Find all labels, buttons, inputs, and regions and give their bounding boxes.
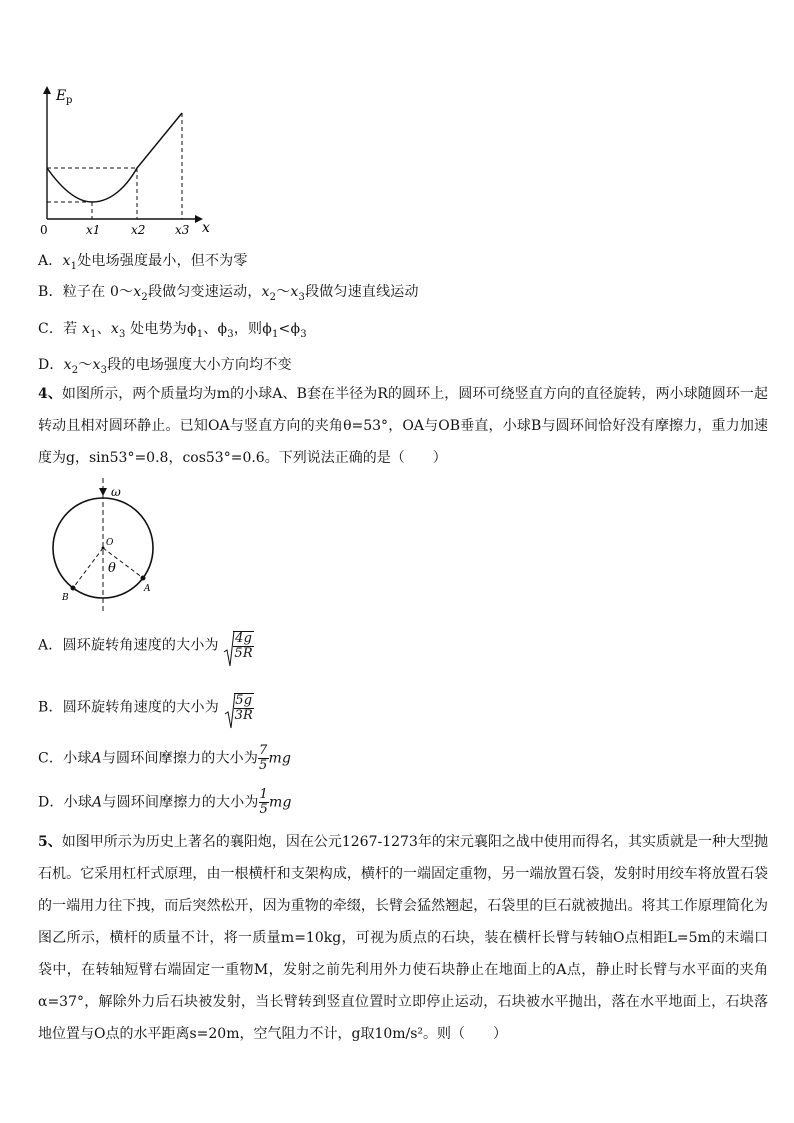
q3-option-c[interactable]: C．若 $x_1$、$x_3$ 处电势为$\phi_1$、$\phi_3$，则$\phi_1<\phi_3$ bbox=[38, 321, 307, 340]
q4-option-c[interactable]: C．小球A与圆环间摩擦力的大小为 $\frac{7}{5}$ mg bbox=[38, 743, 292, 773]
o-label: O bbox=[106, 538, 114, 548]
ep-graph bbox=[34, 82, 214, 237]
tick-x1: x1 bbox=[86, 223, 101, 237]
ball-b bbox=[71, 586, 76, 591]
y-axis-sub: p bbox=[66, 95, 73, 106]
omega-label: ω bbox=[111, 485, 121, 499]
q3-option-a[interactable]: A．$x_1$处电场强度最小，但不为零 bbox=[38, 253, 248, 272]
q4-option-b[interactable]: B．圆环旋转角速度的大小为 $\frac{5g}{3R}$ bbox=[38, 692, 254, 723]
q4-stem: 4、如图所示，两个质量均为m的小球A、B套在半径为R的圆环上，圆环可绕竖直方向的直径旋转，两小球随圆环一起转动且相对圆环静止。已知OA与竖直方向的夹角θ=53°，OA与OB垂直，小球B与圆环间恰好没有摩擦力，重力加速度为g，sin53°=0.8，cos53°=0.6。下列说法正确的是（ ） bbox=[38, 386, 768, 466]
q3-option-b[interactable]: B．粒子在 $0\sim x_2$段做匀变速运动，$x_2\sim x_3$段做匀速直线运动 bbox=[38, 284, 419, 303]
ob-line bbox=[73, 548, 103, 588]
y-axis-label: E bbox=[56, 88, 67, 104]
ball-a bbox=[141, 576, 146, 581]
b-label: B bbox=[62, 593, 69, 603]
ep-curve bbox=[47, 113, 182, 202]
origin-label: 0 bbox=[40, 223, 48, 237]
x-axis-label: x bbox=[202, 220, 210, 236]
tick-x3: x3 bbox=[175, 223, 190, 237]
center-o bbox=[102, 547, 105, 550]
a-label: A bbox=[144, 584, 151, 594]
ring-figure bbox=[48, 478, 163, 613]
axis-arrow bbox=[99, 488, 107, 496]
tick-x2: x2 bbox=[131, 223, 146, 237]
theta-label: θ bbox=[108, 561, 116, 576]
q4-option-a[interactable]: A．圆环旋转角速度的大小为 $\frac{4g}{5R}$ bbox=[38, 630, 254, 661]
q5-stem: 5、如图甲所示为历史上著名的襄阳炮，因在公元1267-1273年的宋元襄阳之战中使用而得名，其实质就是一种大型抛石机。它采用杠杆式原理，由一根横杆和支架构成，横杆的一端固定重物，另一端放置石袋，发射时用绞车将放置石袋的一端用力往下拽，而后突然松开，因为重物的牵缀，长臂会猛然翘起，石袋里的巨石就被抛出。将其工作原理简化为图乙所示，横杆的质量不计，将一质量m=10kg，可视为质点的石块，装在横杆长臂与转轴O点相距L=5m的末端口袋中，在转轴短臂右端固定一重物M，发射之前先利用外力使石块静止在地面上的A点，静止时长臂与水平面的夹角α=37°，解除外力后石块被发射，当长臂转到竖直位置时立即停止运动，石块被水平抛出，落在水平地面上，石块落地位置与O点的水平距离s=20m，空气阻力不计，g取10m/s²。则（ ） bbox=[38, 834, 768, 1042]
q4-option-d[interactable]: D．小球A与圆环间摩擦力的大小为 $\frac{1}{5}$ mg bbox=[38, 787, 292, 817]
y-axis-arrow bbox=[43, 86, 51, 94]
q3-option-d[interactable]: D．$x_2\sim x_3$段的电场强度大小方向均不变 bbox=[38, 357, 292, 376]
